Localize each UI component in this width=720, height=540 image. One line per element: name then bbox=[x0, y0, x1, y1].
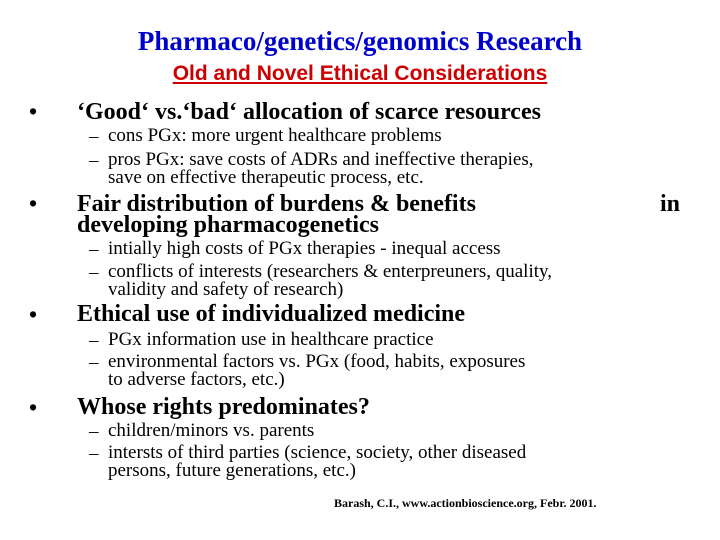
dash-icon: – bbox=[89, 239, 99, 260]
sub-item-pgx-info: PGx information use in healthcare practice bbox=[108, 329, 434, 350]
slide-subtitle: Old and Novel Ethical Considerations bbox=[172, 62, 548, 85]
citation: Barash, C.I., www.actionbioscience.org, Febr. 2001. bbox=[334, 496, 597, 510]
sub-item-pros-cont: save on effective therapeutic process, etc. bbox=[108, 167, 424, 188]
sub-item-third-parties-cont: persons, future generations, etc.) bbox=[108, 460, 356, 481]
dash-icon: – bbox=[89, 126, 99, 147]
bullet-icon: • bbox=[29, 99, 38, 124]
dash-icon: – bbox=[89, 421, 99, 442]
sub-item-conflicts-cont: validity and safety of research) bbox=[108, 279, 344, 300]
sub-item-costs: intially high costs of PGx therapies - inequal access bbox=[108, 238, 501, 259]
dash-icon: – bbox=[89, 150, 99, 171]
sub-item-environmental-cont: to adverse factors, etc.) bbox=[108, 369, 285, 390]
sub-item-cons: cons PGx: more urgent healthcare problems bbox=[108, 125, 442, 146]
bullet-icon: • bbox=[29, 395, 38, 420]
dash-icon: – bbox=[89, 443, 99, 464]
dash-icon: – bbox=[89, 352, 99, 373]
bullet-icon: • bbox=[29, 302, 38, 327]
sub-item-conflicts: conflicts of interests (researchers & enterpreuners, quality, bbox=[108, 261, 553, 282]
section-heading-distribution: Fair distribution of burdens & benefits bbox=[77, 191, 476, 217]
dash-icon: – bbox=[89, 330, 99, 351]
sub-item-third-parties: intersts of third parties (science, society, other diseased bbox=[108, 442, 527, 463]
section-heading-individualized: Ethical use of individualized medicine bbox=[77, 301, 466, 327]
section-heading-distribution-end: in bbox=[660, 191, 681, 217]
sub-item-pros: pros PGx: save costs of ADRs and ineffective therapies, bbox=[108, 149, 534, 170]
section-heading-allocation: ‘Good‘ vs.‘bad‘ allocation of scarce resources bbox=[77, 99, 541, 125]
sub-item-children: children/minors vs. parents bbox=[108, 420, 315, 441]
section-heading-rights: Whose rights predominates? bbox=[77, 394, 370, 420]
sub-item-environmental: environmental factors vs. PGx (food, habits, exposures bbox=[108, 351, 526, 372]
slide-title: Pharmaco/genetics/genomics Research bbox=[137, 26, 583, 56]
section-heading-distribution-line2: developing pharmacogenetics bbox=[77, 212, 379, 238]
dash-icon: – bbox=[89, 262, 99, 283]
bullet-icon: • bbox=[29, 191, 38, 216]
